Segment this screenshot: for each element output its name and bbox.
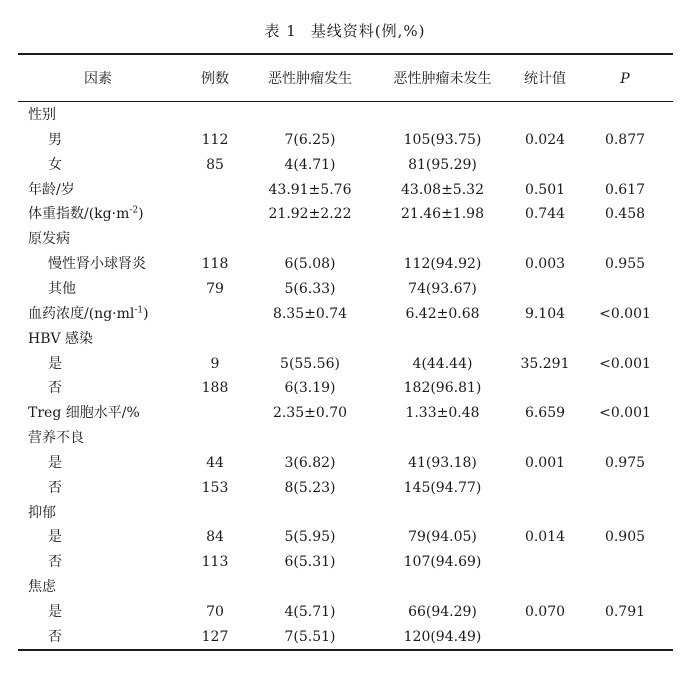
cell-not-occurred: 66(94.29) — [408, 604, 477, 620]
subcategory-label — [48, 476, 62, 500]
factor-label — [28, 202, 144, 226]
cell-p-value — [580, 476, 670, 500]
cell-count: 79 — [206, 281, 224, 297]
cell-occurred: 4(5.71) — [284, 604, 336, 620]
factor-text: Treg 细胞水平/% — [28, 405, 140, 421]
subcategory-label — [48, 451, 62, 475]
cell-p-value — [580, 550, 670, 574]
factor-text: 是 — [48, 529, 62, 545]
cell-count: 112 — [201, 132, 229, 148]
header-occurred: 恶性肿瘤发生 — [268, 71, 352, 87]
cell-p-value — [580, 327, 670, 351]
factor-label — [28, 401, 140, 425]
cell-statistic — [512, 426, 578, 450]
cell-statistic — [512, 501, 578, 525]
subcategory-label — [48, 153, 62, 177]
factor-text: 否 — [48, 554, 62, 570]
cell-count — [185, 227, 245, 251]
cell-p-value — [580, 426, 670, 450]
cell-statistic — [512, 327, 578, 351]
factor-text: 体重指数/(kg·m — [28, 206, 130, 222]
cell-statistic: 0.744 — [524, 206, 566, 222]
cell-not-occurred: 112(94.92) — [403, 256, 482, 272]
cell-count — [185, 302, 245, 326]
cell-p-value — [580, 575, 670, 599]
cell-p-value — [580, 376, 670, 400]
cell-not-occurred: 107(94.69) — [403, 554, 482, 570]
cell-count: 70 — [206, 604, 224, 620]
cell-not-occurred — [375, 575, 510, 599]
cell-not-occurred — [375, 227, 510, 251]
unit-exponent: -2 — [129, 205, 139, 216]
cell-p-value — [580, 227, 670, 251]
cell-occurred — [250, 501, 370, 525]
cell-count: 113 — [201, 554, 229, 570]
cell-occurred: 7(5.51) — [284, 629, 336, 645]
cell-not-occurred — [375, 327, 510, 351]
cell-count: 153 — [201, 480, 229, 496]
cell-statistic: 0.001 — [524, 455, 566, 471]
cell-count — [185, 178, 245, 202]
cell-not-occurred — [375, 103, 510, 127]
factor-text: 是 — [48, 356, 62, 372]
cell-p-value — [580, 625, 670, 649]
cell-occurred: 5(6.33) — [284, 281, 336, 297]
cell-occurred — [250, 426, 370, 450]
factor-text: 营养不良 — [28, 430, 84, 446]
factor-label — [28, 103, 56, 127]
cell-not-occurred: 1.33±0.48 — [405, 405, 480, 421]
cell-p-value: 0.905 — [604, 529, 646, 545]
factor-text: 女 — [48, 157, 62, 173]
subcategory-label — [48, 277, 76, 301]
cell-statistic: 0.501 — [524, 182, 566, 198]
cell-not-occurred: 105(93.75) — [403, 132, 482, 148]
cell-count — [185, 103, 245, 127]
cell-p-value — [580, 501, 670, 525]
cell-count — [185, 426, 245, 450]
cell-not-occurred: 4(44.44) — [412, 356, 473, 372]
cell-occurred: 6(3.19) — [284, 380, 336, 396]
cell-occurred: 8.35±0.74 — [272, 306, 348, 322]
cell-count: 85 — [206, 157, 224, 173]
cell-p-value: 0.617 — [604, 182, 646, 198]
cell-occurred: 8(5.23) — [284, 480, 336, 496]
cell-occurred: 3(6.82) — [284, 455, 336, 471]
factor-label — [28, 327, 93, 351]
table-title: 基线资料(例,%) — [310, 22, 426, 40]
cell-count — [185, 202, 245, 226]
cell-occurred: 4(4.71) — [284, 157, 336, 173]
factor-label — [28, 227, 70, 251]
cell-statistic: 0.070 — [524, 604, 566, 620]
cell-count — [185, 575, 245, 599]
cell-statistic — [512, 103, 578, 127]
subcategory-label — [48, 376, 62, 400]
cell-p-value: 0.791 — [604, 604, 646, 620]
header-factor: 因素 — [84, 71, 112, 87]
cell-statistic — [512, 277, 578, 301]
cell-occurred: 21.92±2.22 — [268, 206, 352, 222]
factor-label — [28, 302, 149, 326]
factor-text: 男 — [48, 132, 62, 148]
subcategory-label — [48, 600, 62, 624]
cell-count: 44 — [206, 455, 224, 471]
cell-not-occurred: 81(95.29) — [408, 157, 477, 173]
cell-not-occurred: 182(96.81) — [403, 380, 482, 396]
cell-occurred: 5(5.95) — [284, 529, 336, 545]
cell-p-value: <0.001 — [599, 405, 651, 421]
cell-statistic — [512, 575, 578, 599]
unit-close-paren: ) — [138, 206, 144, 222]
cell-not-occurred: 74(93.67) — [408, 281, 477, 297]
subcategory-label — [48, 525, 62, 549]
cell-p-value: <0.001 — [599, 306, 651, 322]
cell-occurred: 7(6.25) — [284, 132, 336, 148]
subcategory-label — [48, 128, 62, 152]
factor-label — [28, 575, 56, 599]
cell-statistic: 0.014 — [524, 529, 566, 545]
unit-exponent: -1 — [134, 305, 144, 316]
cell-statistic — [512, 376, 578, 400]
cell-not-occurred: 120(94.49) — [403, 629, 482, 645]
factor-text: 抑郁 — [28, 505, 56, 521]
cell-p-value: 0.955 — [604, 256, 646, 272]
cell-occurred: 2.35±0.70 — [272, 405, 348, 421]
cell-statistic: 0.003 — [524, 256, 566, 272]
cell-occurred: 43.91±5.76 — [268, 182, 352, 198]
cell-statistic — [512, 476, 578, 500]
factor-text: HBV 感染 — [28, 331, 94, 347]
cell-p-value: 0.975 — [604, 455, 646, 471]
factor-text: 原发病 — [28, 231, 70, 247]
cell-occurred: 5(55.56) — [280, 356, 340, 372]
factor-text: 是 — [48, 604, 62, 620]
factor-label — [28, 426, 84, 450]
subcategory-label — [48, 625, 62, 649]
cell-count: 84 — [206, 529, 224, 545]
cell-not-occurred: 21.46±1.98 — [401, 206, 484, 222]
subcategory-label — [48, 352, 62, 376]
cell-not-occurred — [375, 426, 510, 450]
cell-occurred — [250, 327, 370, 351]
cell-not-occurred: 79(94.05) — [408, 529, 477, 545]
cell-statistic: 0.024 — [524, 132, 566, 148]
cell-occurred — [250, 227, 370, 251]
cell-occurred — [250, 575, 370, 599]
header-statistic: 统计值 — [524, 71, 566, 87]
factor-label — [28, 178, 75, 202]
cell-not-occurred: 43.08±5.32 — [401, 182, 484, 198]
factor-text: 血药浓度/(ng·ml — [28, 306, 135, 322]
subcategory-label — [48, 550, 62, 574]
factor-text: 慢性肾小球肾炎 — [48, 256, 146, 272]
factor-text: 否 — [48, 480, 62, 496]
cell-count — [185, 327, 245, 351]
factor-text: 其他 — [48, 281, 76, 297]
header-count: 例数 — [201, 71, 229, 87]
cell-p-value — [580, 277, 670, 301]
factor-text: 焦虑 — [28, 579, 56, 595]
cell-statistic — [512, 227, 578, 251]
cell-count — [185, 501, 245, 525]
factor-text: 性别 — [28, 107, 56, 123]
table-caption — [0, 20, 690, 44]
factor-label — [28, 501, 56, 525]
cell-count: 188 — [201, 380, 229, 396]
bottom-rule — [18, 649, 673, 651]
header-rule — [18, 101, 673, 102]
table-number: 表 1 — [264, 22, 297, 40]
factor-text: 年龄/岁 — [28, 182, 75, 198]
cell-count: 9 — [210, 356, 220, 372]
cell-not-occurred: 145(94.77) — [403, 480, 482, 496]
unit-close-paren: ) — [143, 306, 149, 322]
cell-not-occurred — [375, 501, 510, 525]
factor-text: 否 — [48, 629, 62, 645]
cell-statistic: 6.659 — [524, 405, 566, 421]
cell-not-occurred: 41(93.18) — [408, 455, 477, 471]
cell-occurred — [250, 103, 370, 127]
cell-p-value — [580, 153, 670, 177]
cell-statistic — [512, 550, 578, 574]
factor-text: 是 — [48, 455, 62, 471]
cell-p-value — [580, 103, 670, 127]
cell-not-occurred: 6.42±0.68 — [405, 306, 480, 322]
top-rule — [18, 53, 673, 55]
cell-p-value: <0.001 — [599, 356, 651, 372]
cell-p-value: 0.458 — [604, 206, 646, 222]
cell-count — [185, 401, 245, 425]
cell-p-value: 0.877 — [604, 132, 646, 148]
cell-count: 118 — [201, 256, 229, 272]
header-not-occurred: 恶性肿瘤未发生 — [393, 71, 492, 87]
cell-statistic: 35.291 — [520, 356, 570, 372]
cell-occurred: 6(5.31) — [284, 554, 336, 570]
cell-statistic — [512, 153, 578, 177]
factor-text: 否 — [48, 380, 62, 396]
subcategory-label — [48, 252, 146, 276]
header-p-value: P — [620, 71, 630, 87]
cell-occurred: 6(5.08) — [284, 256, 336, 272]
cell-statistic: 9.104 — [524, 306, 566, 322]
cell-count: 127 — [201, 629, 229, 645]
cell-statistic — [512, 625, 578, 649]
